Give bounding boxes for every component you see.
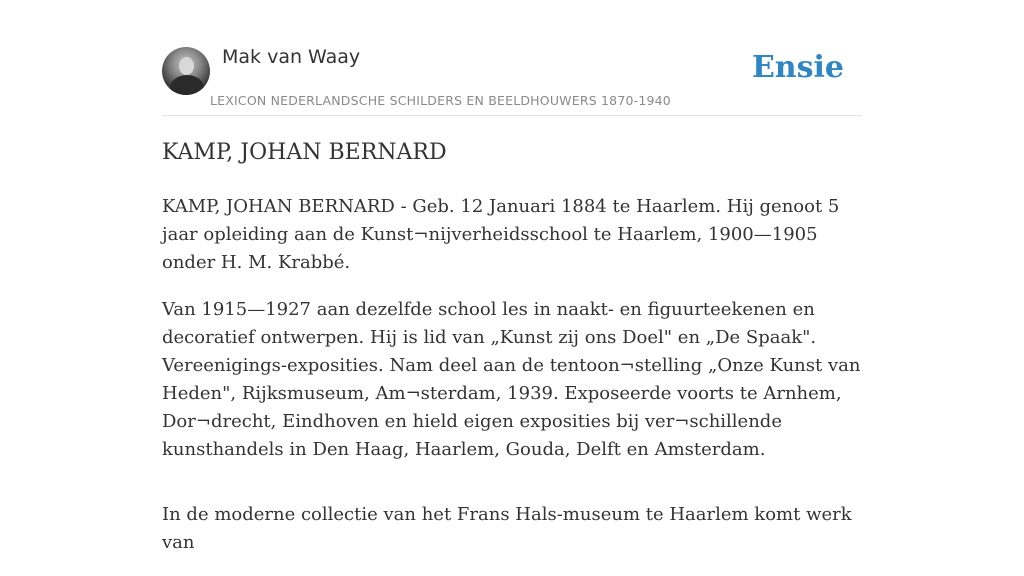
ensie-logo[interactable]: Ensie: [751, 50, 844, 85]
lexicon-name[interactable]: LEXICON NEDERLANDSCHE SCHILDERS EN BEELDHOUWERS 1870-1940: [210, 93, 671, 108]
avatar-body: [170, 75, 204, 95]
article-paragraph-3: In de moderne collectie van het Frans Hals-museum te Haarlem komt werk van: [162, 504, 852, 553]
article-content: [162, 193, 862, 576]
header: [162, 0, 862, 116]
author-name[interactable]: Mak van Waay: [222, 46, 361, 68]
avatar-face: [179, 57, 194, 75]
article-paragraph-1: KAMP, JOHAN BERNARD - Geb. 12 Januari 1884 te Haarlem. Hij genoot 5 jaar opleiding aan de Kunst¬nijverheidsschool te Haarlem, 1900—1905 onder H. M. Krabbé.: [162, 196, 840, 273]
page-container: [162, 0, 862, 553]
author-avatar[interactable]: [162, 47, 210, 95]
article-title: KAMP, JOHAN BERNARD: [162, 140, 447, 165]
article-paragraph-2: Van 1915—1927 aan dezelfde school les in naakt- en figuurteekenen en decoratief ontwerpen. Hij is lid van „Kunst zij ons Doel" en „De Spaak". Vereenigings-exposities. Nam deel aan de tentoon¬stelling „Onze Kunst van Heden", Rijksmuseum, Am¬sterdam, 1939. Exposeerde voorts te Arnhem, Dor¬drecht, Eindhoven en hield eigen exposities bij ver¬schillende kunsthandels in Den Haag, Haarlem, Gouda, Delft en Amsterdam.: [162, 299, 861, 460]
